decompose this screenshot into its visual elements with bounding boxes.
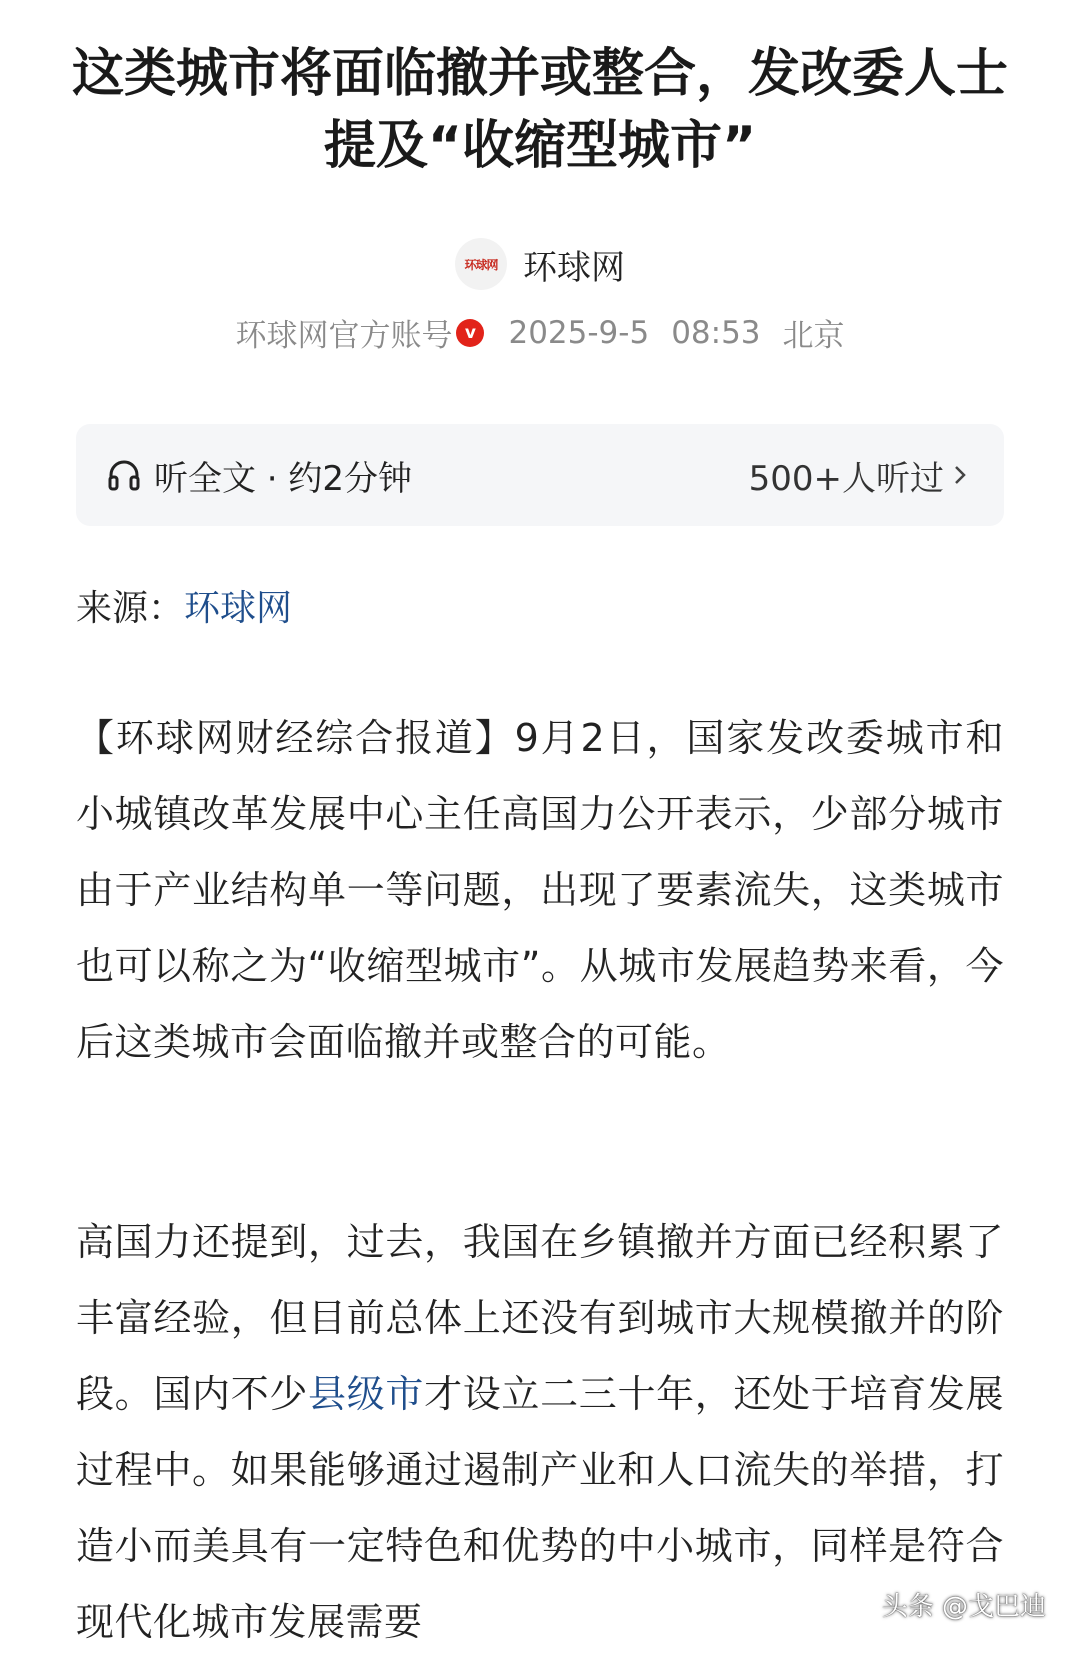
watermark: 头条 @戈巴迪 [881,1592,1046,1622]
title-line-1: 这类城市将面临撤并或整合，发改委人士 [71,44,1008,104]
source-logo[interactable] [455,238,507,290]
source-logo-text: 环球网 [464,257,498,272]
title-line-2: 提及“收缩型城市” [323,116,757,176]
verified-badge-icon: v [456,319,484,347]
source-row[interactable] [0,238,1080,290]
county-city-link[interactable]: 县级市 [308,1372,425,1416]
publish-date: 2025-9-5 [508,314,650,351]
article-meta [0,310,1080,355]
paragraph-2-text-a: 高国力还提到，过去，我国在乡镇撤并方面已经积累了丰富经验，但目前总体上还没有到城市大规模撤并的阶段。国内不少 [76,1220,1004,1416]
paragraph-1: 【环球网财经综合报道】9月2日，国家发改委城市和小城镇改革发展中心主任高国力公开表示，少部分城市由于产业结构单一等问题，出现了要素流失，这类城市也可以称之为“收缩型城市”。从城市发展趋势来看，今后这类城市会面临撤并或整合的可能。 [76,716,1004,1064]
publish-time: 08:53 [671,314,761,351]
article-origin [76,580,292,631]
listeners-count: 500+人听过 [748,458,944,499]
listen-label: 听全文 · 约2分钟 [154,458,413,499]
account-label: 环球网官方账号 [235,318,453,354]
listen-left[interactable] [106,451,412,500]
publish-location: 北京 [782,318,845,354]
paragraph-2-text-b: 才设立二三十年，还处于培育发展过程中。如果能够通过遏制产业和人口流失的举措，打造小而美具有一定特色和优势的中小城市，同样是符合现代化城市发展需要 [76,1372,1004,1644]
chevron-right-icon [952,463,968,487]
listeners-link[interactable] [749,451,968,500]
source-name[interactable]: 环球网 [523,247,625,288]
watermark-shape [830,1596,874,1630]
article-title [40,38,1040,182]
origin-label: 来源： [76,588,185,629]
headphones-icon [106,457,142,493]
origin-link[interactable]: 环球网 [184,588,293,629]
listen-full-text-bar[interactable] [76,424,1004,526]
paragraph-2 [76,1204,1004,1660]
